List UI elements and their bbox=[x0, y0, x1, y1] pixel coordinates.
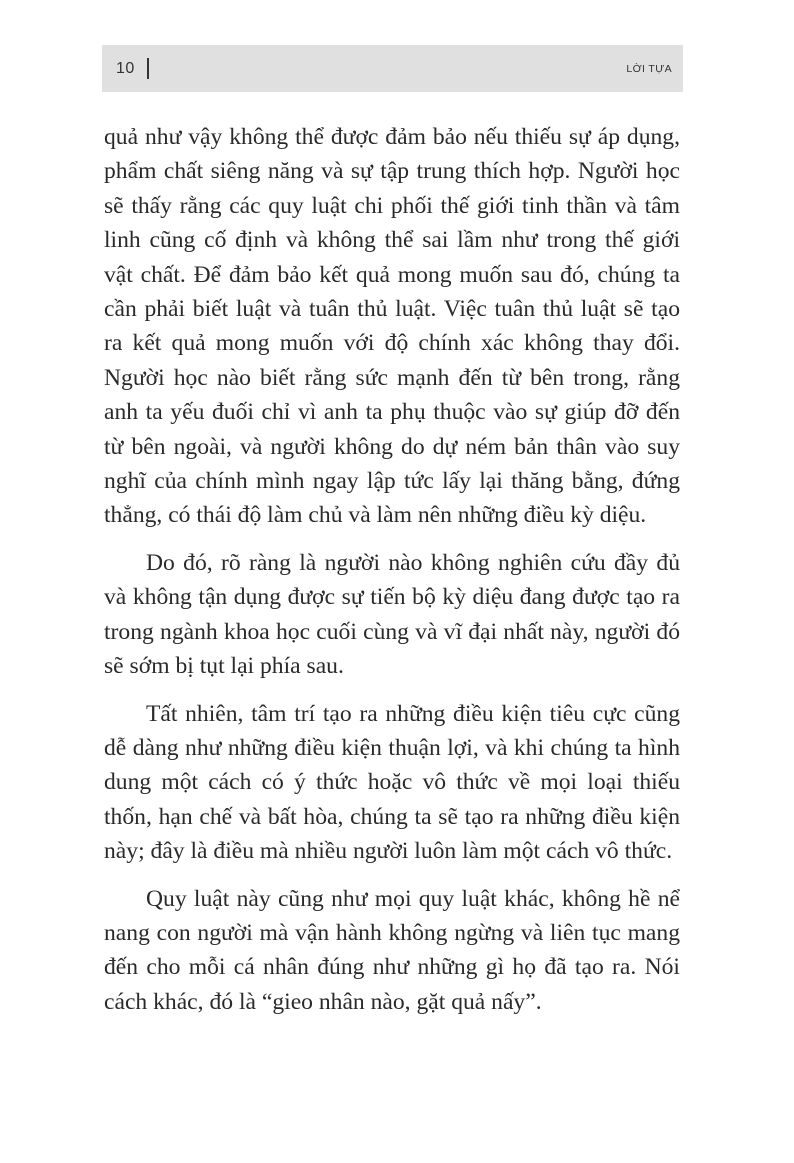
body-text bbox=[104, 120, 680, 1032]
paragraph-2: Do đó, rõ ràng là người nào không nghiên cứu đầy đủ và không tận dụng được sự tiến bộ kỳ diệu đang được tạo ra trong ngành khoa học cuối cùng và vĩ đại nhất này, người đó sẽ sớm bị tụt lại phía sau. bbox=[104, 549, 680, 680]
running-head: LỜI TỰA bbox=[626, 63, 672, 75]
paragraph-1: quả như vậy không thể được đảm bảo nếu thiếu sự áp dụng, phẩm chất siêng năng và sự tập trung thích hợp. Người học sẽ thấy rằng các quy luật chi phối thế giới tinh thần và tâm linh cũng cố định và không thể sai lầm như trong thế giới vật chất. Để đảm bảo kết quả mong muốn sau đó, chúng ta cần phải biết luật và tuân thủ luật. Việc tuân thủ luật sẽ tạo ra kết quả mong muốn với độ chính xác không thay đổi. Người học nào biết rằng sức mạnh đến từ bên trong, rằng anh ta yếu đuối chỉ vì anh ta phụ thuộc vào sự giúp đỡ đến từ bên ngoài, và người không do dự ném bản thân vào suy nghĩ của chính mình ngay lập tức lấy lại thăng bằng, đứng thẳng, có thái độ làm chủ và làm nên những điều kỳ diệu. bbox=[104, 124, 680, 529]
header-divider bbox=[147, 58, 149, 79]
paragraph-3: Tất nhiên, tâm trí tạo ra những điều kiện tiêu cực cũng dễ dàng như những điều kiện thuận lợi, và khi chúng ta hình dung một cách có ý thức hoặc vô thức về mọi loại thiếu thốn, hạn chế và bất hòa, chúng ta sẽ tạo ra những điều kiện này; đây là điều mà nhiều người luôn làm một cách vô thức. bbox=[104, 700, 680, 865]
page-number: 10 bbox=[116, 60, 135, 77]
paragraph-4: Quy luật này cũng như mọi quy luật khác, không hề nể nang con người mà vận hành không ngừng và liên tục mang đến cho mỗi cá nhân đúng như những gì họ đã tạo ra. Nói cách khác, đó là “gieo nhân nào, gặt quả nấy”. bbox=[104, 885, 680, 1015]
header-bar bbox=[102, 45, 683, 92]
